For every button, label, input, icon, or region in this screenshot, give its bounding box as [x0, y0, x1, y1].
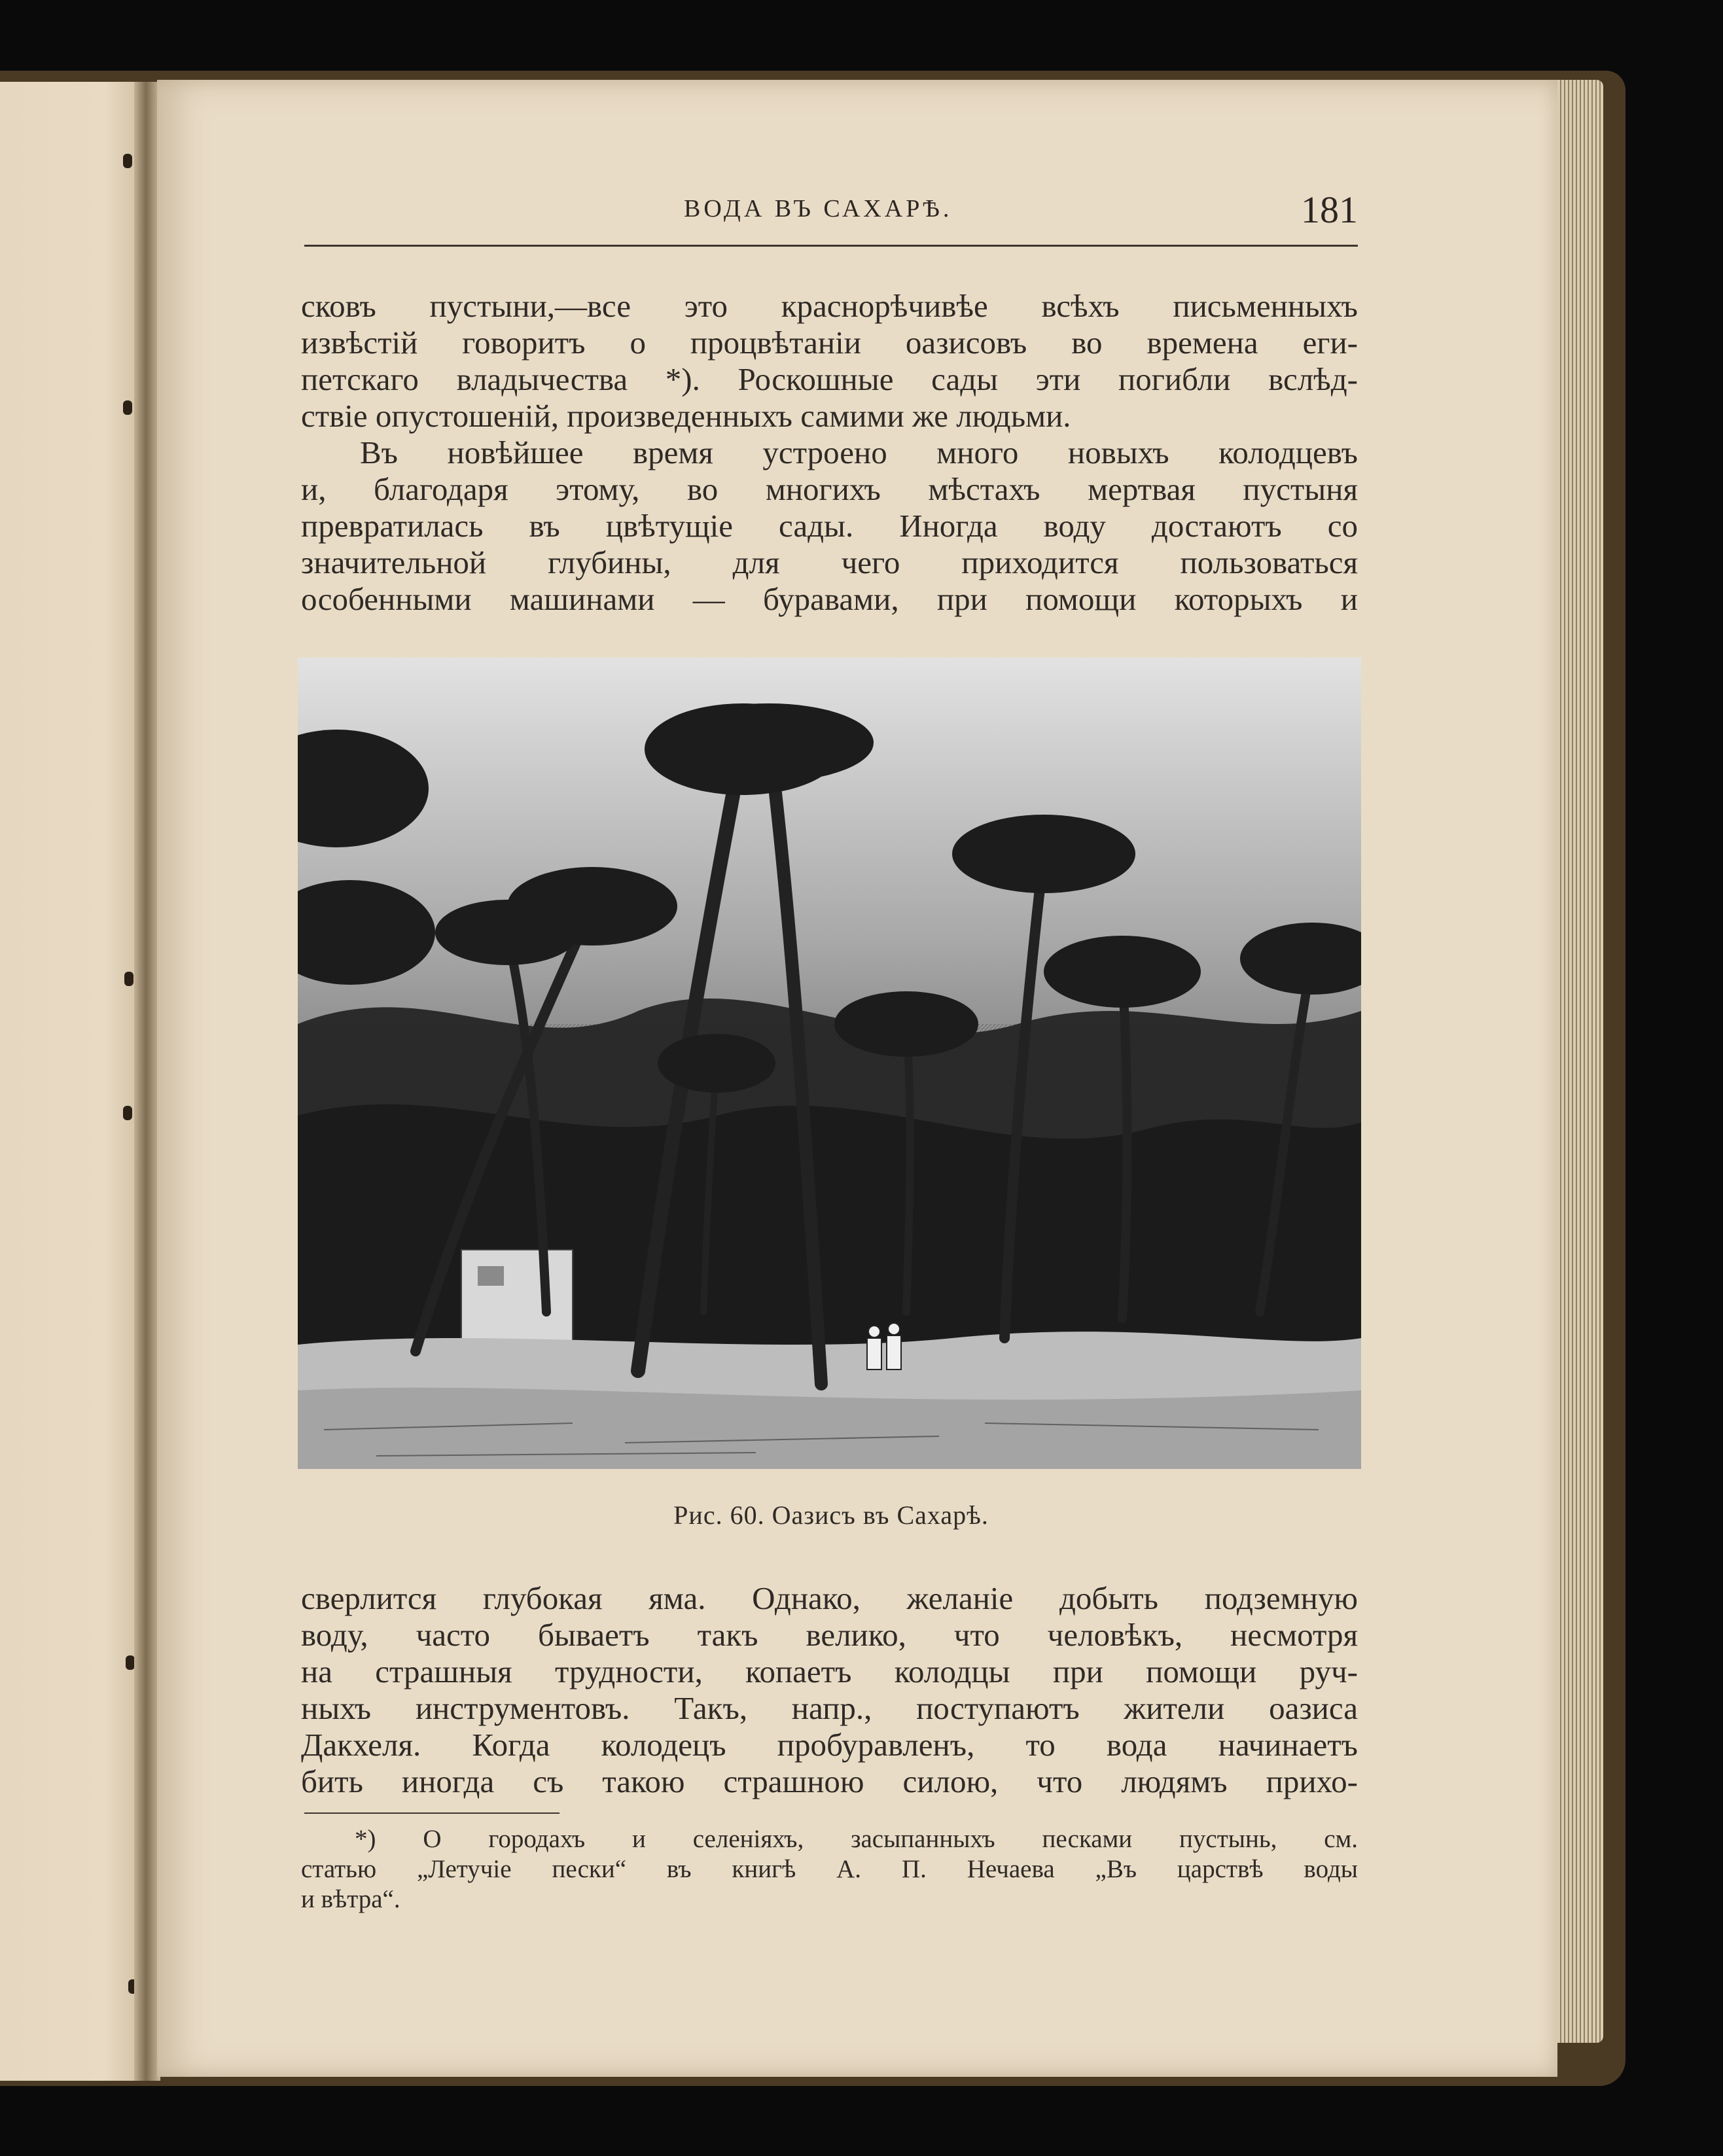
text-line: на страшныя трудности, копаетъ колодцы при помощи руч-	[301, 1653, 1358, 1689]
text-line: ныхъ инструментовъ. Такъ, напр., поступаютъ жители оазиса	[301, 1690, 1358, 1726]
left-page	[0, 82, 141, 2081]
text-line: превратилась въ цвѣтущіе сады. Иногда воду достаютъ со	[301, 508, 1358, 544]
text-line: особенными машинами — буравами, при помощи которыхъ и	[301, 581, 1358, 617]
header-rule	[304, 245, 1358, 247]
text-line: ствіе опустошеній, произведенныхъ самими же людьми.	[301, 398, 1071, 434]
footnote-rule	[304, 1812, 560, 1814]
body-text-top	[301, 288, 1358, 618]
oasis-engraving-illustration	[298, 658, 1361, 1469]
text-line: Въ новѣйшее время устроено много новыхъ колодцевъ	[360, 434, 1358, 470]
text-line: и, благодаря этому, во многихъ мѣстахъ мертвая пустыня	[301, 471, 1358, 507]
footnote-line: *) О городахъ и селеніяхъ, засыпанныхъ песками пустынь, см.	[355, 1825, 1358, 1853]
body-text-bottom	[301, 1580, 1358, 1800]
text-line: сковъ пустыни,—все это краснорѣчивѣе всѣхъ письменныхъ	[301, 288, 1358, 324]
text-line: сверлится глубокая яма. Однако, желаніе добыть подземную	[301, 1580, 1358, 1616]
footnote	[301, 1824, 1358, 1915]
page-number: 181	[1301, 188, 1358, 231]
text-line: значительной глубины, для чего приходится пользоваться	[301, 544, 1358, 580]
text-line: извѣстій говоритъ о процвѣтаніи оазисовъ во времена еги-	[301, 325, 1358, 361]
running-head: ВОДА ВЪ САХАРѢ.	[684, 195, 953, 222]
book-gutter	[134, 82, 160, 2081]
page-stack-edge	[1557, 80, 1603, 2043]
text-line: бить иногда съ такою страшною силою, что людямъ прихо-	[301, 1763, 1358, 1799]
figure-caption: Рис. 60. Оазисъ въ Сахарѣ.	[673, 1500, 989, 1530]
text-line: воду, часто бываетъ такъ велико, что человѣкъ, несмотря	[301, 1617, 1358, 1653]
footnote-line: и вѣтра“.	[301, 1885, 400, 1913]
text-line: Дакхеля. Когда колодецъ пробуравленъ, то вода начинаетъ	[301, 1727, 1358, 1763]
text-line: петскаго владычества *). Роскошные сады эти погибли вслѣд-	[301, 361, 1358, 397]
footnote-line: статью „Летучіе пески“ въ книгѣ А. П. Нечаева „Въ царствѣ воды	[301, 1855, 1358, 1883]
